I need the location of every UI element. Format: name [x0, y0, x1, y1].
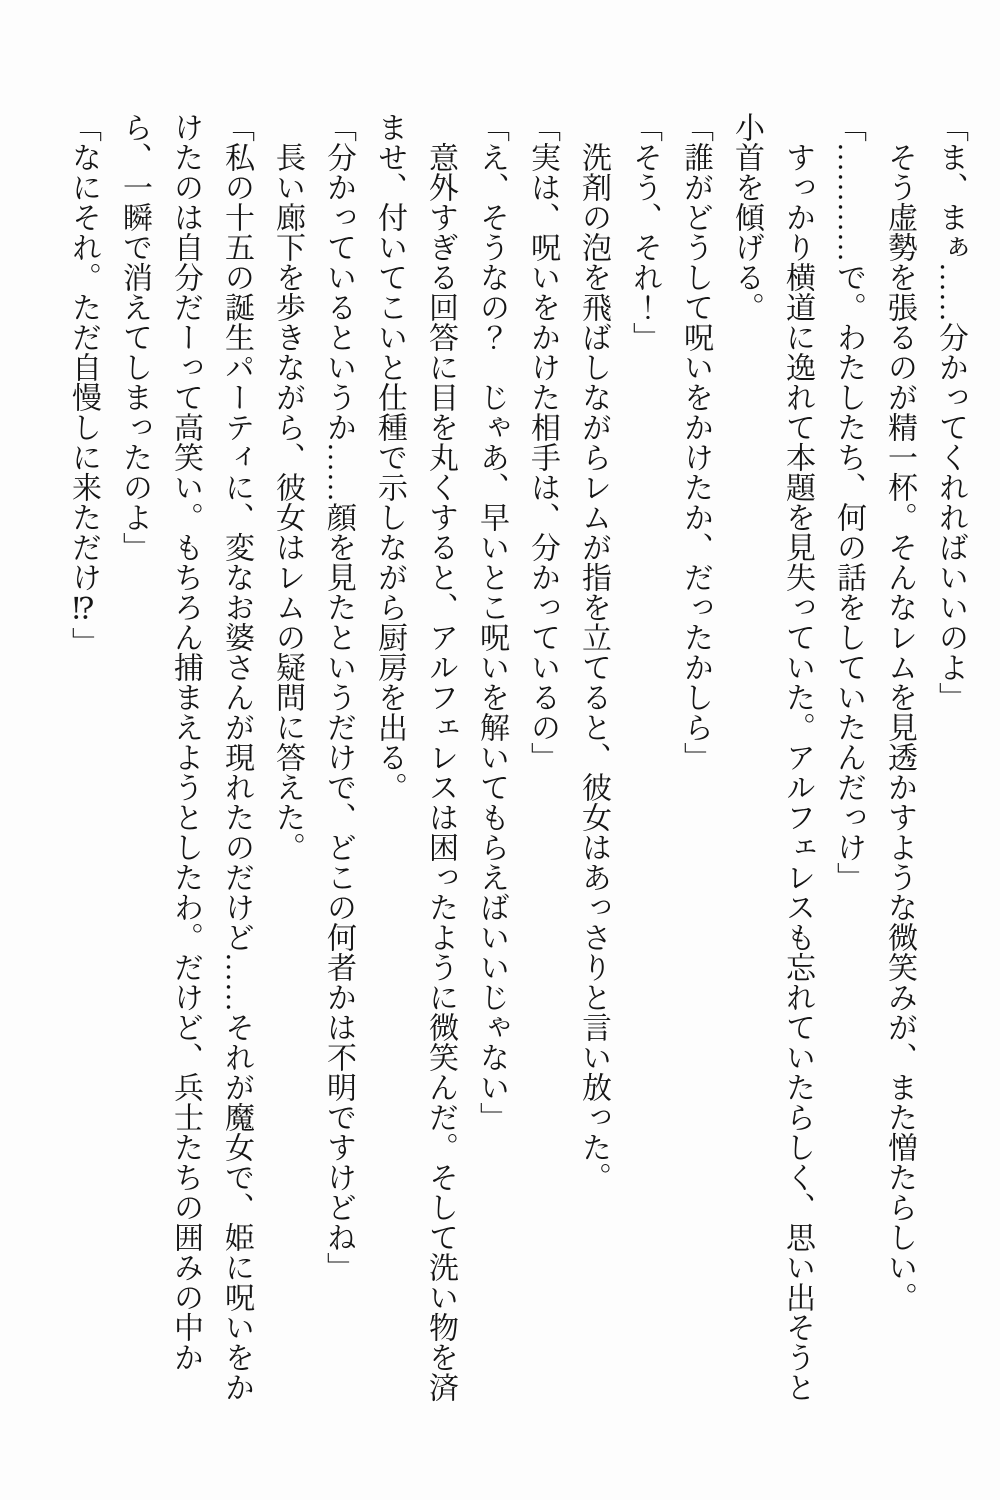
paragraph-11: 「分かっているというか……顔を見たというだけで、どこの何者かは不明ですけどね」	[322, 112, 355, 1282]
paragraph-9: 「え、そうなの？ じゃあ、早いとこ呪いを解いてもらえばいいじゃない」	[475, 112, 508, 1132]
paragraph-5: 「誰がどうして呪いをかけたか、だったかしら」	[679, 112, 712, 772]
paragraph-12: 長い廊下を歩きながら、彼女はレムの疑問に答えた。	[271, 142, 304, 862]
paragraph-3: 「…………で。わたしたち、何の話をしていたんだっけ」	[832, 112, 865, 892]
paragraph-7: 洗剤の泡を飛ばしながらレムが指を立てると、彼女はあっさりと言い放った。	[577, 142, 610, 1192]
paragraph-1: 「ま、まぁ……分かってくれればいいのよ」	[934, 112, 967, 712]
paragraph-4: すっかり横道に逸れて本題を見失っていた。アルフェレスも忘れていたらしく、思い出そうと小首を傾げる。	[730, 112, 814, 1402]
paragraph-8: 「実は、呪いをかけた相手は、分かっているの」	[526, 112, 559, 772]
text-block	[58, 112, 976, 1404]
paragraph-2: そう虚勢を張るのが精一杯。そんなレムを見透かすような微笑みが、また憎たらしい。	[883, 142, 916, 1312]
paragraph-13: 「私の十五の誕生パーティに、変なお婆さんが現れたのだけど……それが魔女で、姫に呪いをかけたのは自分だーって高笑い。もちろん捕まえようとしたわ。だけど、兵士たちの囲みの中から、一瞬で消えてしまったのよ」	[118, 112, 253, 1402]
paragraph-14: 「なにそれ。ただ自慢しに来ただけ⁉」	[67, 112, 100, 657]
paragraph-6: 「そう、それ！」	[628, 112, 661, 352]
paragraph-10: 意外すぎる回答に目を丸くすると、アルフェレスは困ったように微笑んだ。そして洗い物を済ませ、付いてこいと仕種で示しながら厨房を出る。	[373, 112, 457, 1402]
